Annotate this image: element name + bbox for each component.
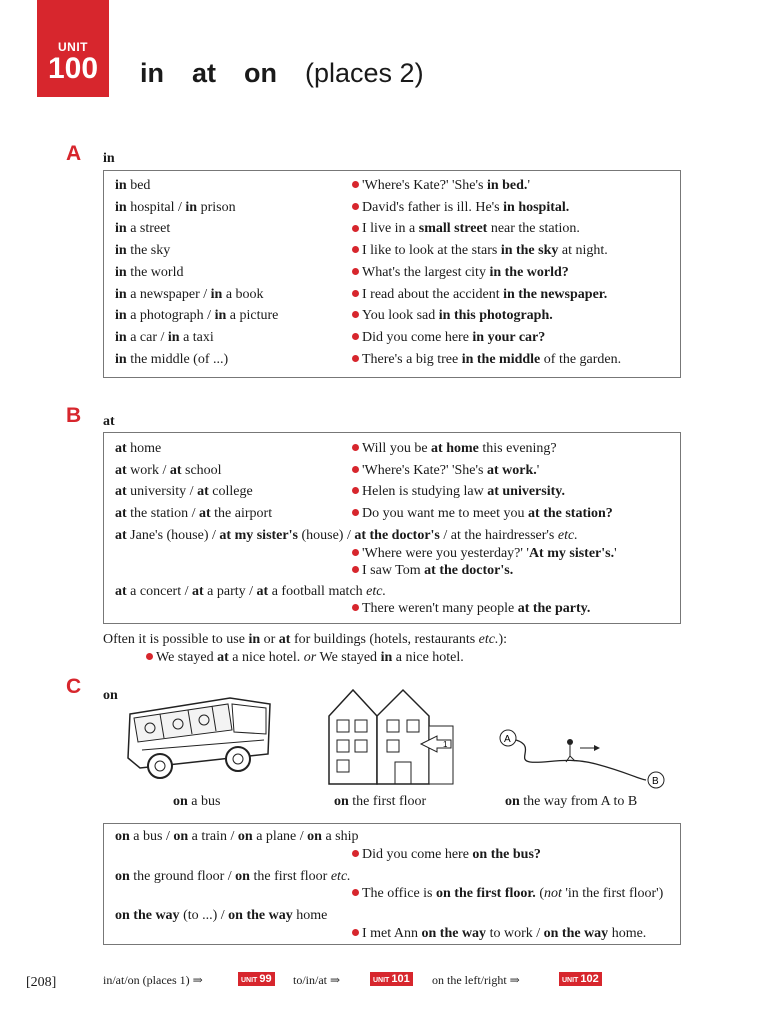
bullet-icon	[352, 290, 359, 297]
a-example-1: David's father is ill. He's in hospital.	[352, 199, 569, 217]
b-example-0: Will you be at home this evening?	[352, 440, 557, 458]
a-phrase-8: in the middle (of ...)	[115, 351, 229, 367]
bus-illustration	[120, 684, 280, 790]
section-b-letter: B	[66, 404, 82, 427]
page-title	[140, 58, 424, 89]
b-house-ex1: 'Where were you yesterday?' 'At my sister's.'	[352, 545, 617, 563]
svg-text:B: B	[652, 776, 659, 787]
bullet-icon	[352, 549, 359, 556]
bullet-icon	[352, 444, 359, 451]
b-phrase-2: at university / at college	[115, 484, 253, 499]
a-example-7: Did you come here in your car?	[352, 329, 545, 347]
a-example-5: I read about the accident in the newspaper.	[352, 286, 607, 304]
bullet-icon	[352, 355, 359, 362]
b-event-ex: There weren't many people at the party.	[352, 600, 590, 618]
svg-text:1: 1	[443, 740, 448, 749]
footer-unit-99[interactable]: UNIT 99	[238, 971, 275, 986]
c-ex-2: The office is on the first floor. (not 'in the first floor')	[352, 885, 663, 903]
caption-floor: on the first floor	[334, 794, 427, 809]
bullet-icon	[352, 466, 359, 473]
c-ex-1: Did you come here on the bus?	[352, 846, 541, 864]
section-c-letter: C	[66, 675, 82, 698]
caption-bus: on a bus	[173, 794, 221, 809]
section-a-word: in	[103, 151, 115, 166]
a-phrase-2: in a street	[115, 221, 171, 237]
house-illustration	[325, 686, 457, 786]
b-phrase-1: at work / at school	[115, 462, 222, 478]
a-example-8: There's a big tree in the middle of the garden.	[352, 351, 621, 369]
bullet-icon	[352, 311, 359, 318]
title-word-on: on	[244, 58, 278, 88]
footer-ref-3[interactable]: on the left/right ⇒	[432, 973, 520, 987]
a-phrase-3: in the sky	[115, 243, 171, 259]
bullet-icon	[352, 333, 359, 340]
footer-ref-1[interactable]: in/at/on (places 1) ⇒	[103, 973, 203, 987]
b-house-ex2: I saw Tom at the doctor's.	[352, 562, 513, 580]
b-event-line: at a concert / at a party / at a football match etc.	[115, 584, 386, 599]
a-phrase-1: in hospital / in prison	[115, 199, 236, 215]
c-line-3: on the way (to ...) / on the way home	[115, 908, 328, 923]
bullet-icon	[352, 566, 359, 573]
a-example-3: I like to look at the stars in the sky at night.	[352, 242, 608, 260]
title-word-at: at	[192, 58, 217, 88]
a-phrase-7: in a car / in a taxi	[115, 329, 214, 345]
way-illustration	[496, 726, 672, 792]
b-house-line: at Jane's (house) / at my sister's (house) / at the doctor's / at the hairdresser's etc.	[115, 528, 578, 543]
b-phrase-3: at the station / at the airport	[115, 505, 273, 521]
a-phrase-5: in a newspaper / in a book	[115, 286, 264, 302]
bullet-icon	[352, 850, 359, 857]
bullet-icon	[352, 509, 359, 516]
b-example-1: 'Where's Kate?' 'She's at work.'	[352, 462, 539, 480]
b-example-2: Helen is studying law at university.	[352, 483, 565, 501]
caption-way: on the way from A to B	[505, 794, 638, 809]
section-b-word: at	[103, 414, 115, 429]
buildings-example: We stayed at a nice hotel. or We stayed in a nice hotel.	[146, 649, 464, 667]
bullet-icon	[352, 604, 359, 611]
title-rest: (places 2)	[305, 58, 424, 88]
bullet-icon	[352, 929, 359, 936]
unit-badge	[37, 0, 109, 97]
bullet-icon	[146, 653, 153, 660]
page-number: [208]	[26, 975, 57, 990]
buildings-note: Often it is possible to use in or at for buildings (hotels, restaurants etc.):	[103, 632, 508, 647]
bullet-icon	[352, 203, 359, 210]
footer-unit-101[interactable]: UNIT 101	[370, 971, 413, 986]
a-example-0: 'Where's Kate?' 'She's in bed.'	[352, 177, 530, 195]
c-line-2: on the ground floor / on the first floor etc.	[115, 869, 351, 884]
bullet-icon	[352, 268, 359, 275]
a-example-6: You look sad in this photograph.	[352, 307, 553, 325]
footer-unit-102[interactable]: UNIT 102	[559, 971, 602, 986]
bullet-icon	[352, 246, 359, 253]
b-phrase-0: at home	[115, 441, 162, 456]
footer-ref-2[interactable]: to/in/at ⇒	[293, 973, 341, 987]
a-phrase-4: in the world	[115, 264, 184, 280]
a-phrase-6: in a photograph / in a picture	[115, 308, 279, 324]
section-a-letter: A	[66, 142, 82, 165]
title-word-in: in	[140, 58, 164, 88]
c-ex-3: I met Ann on the way to work / on the way home.	[352, 925, 646, 943]
section-c-word: on	[103, 688, 118, 703]
bullet-icon	[352, 225, 359, 232]
bullet-icon	[352, 889, 359, 896]
c-line-1: on a bus / on a train / on a plane / on a ship	[115, 829, 359, 844]
unit-number: 100	[47, 52, 99, 85]
b-example-3: Do you want me to meet you at the station?	[352, 505, 613, 523]
unit-label: UNIT	[58, 40, 88, 54]
a-example-2: I live in a small street near the station.	[352, 220, 580, 238]
a-phrase-0: in bed	[115, 178, 151, 193]
bullet-icon	[352, 181, 359, 188]
a-example-4: What's the largest city in the world?	[352, 264, 569, 282]
svg-text:A: A	[504, 734, 511, 745]
bullet-icon	[352, 487, 359, 494]
